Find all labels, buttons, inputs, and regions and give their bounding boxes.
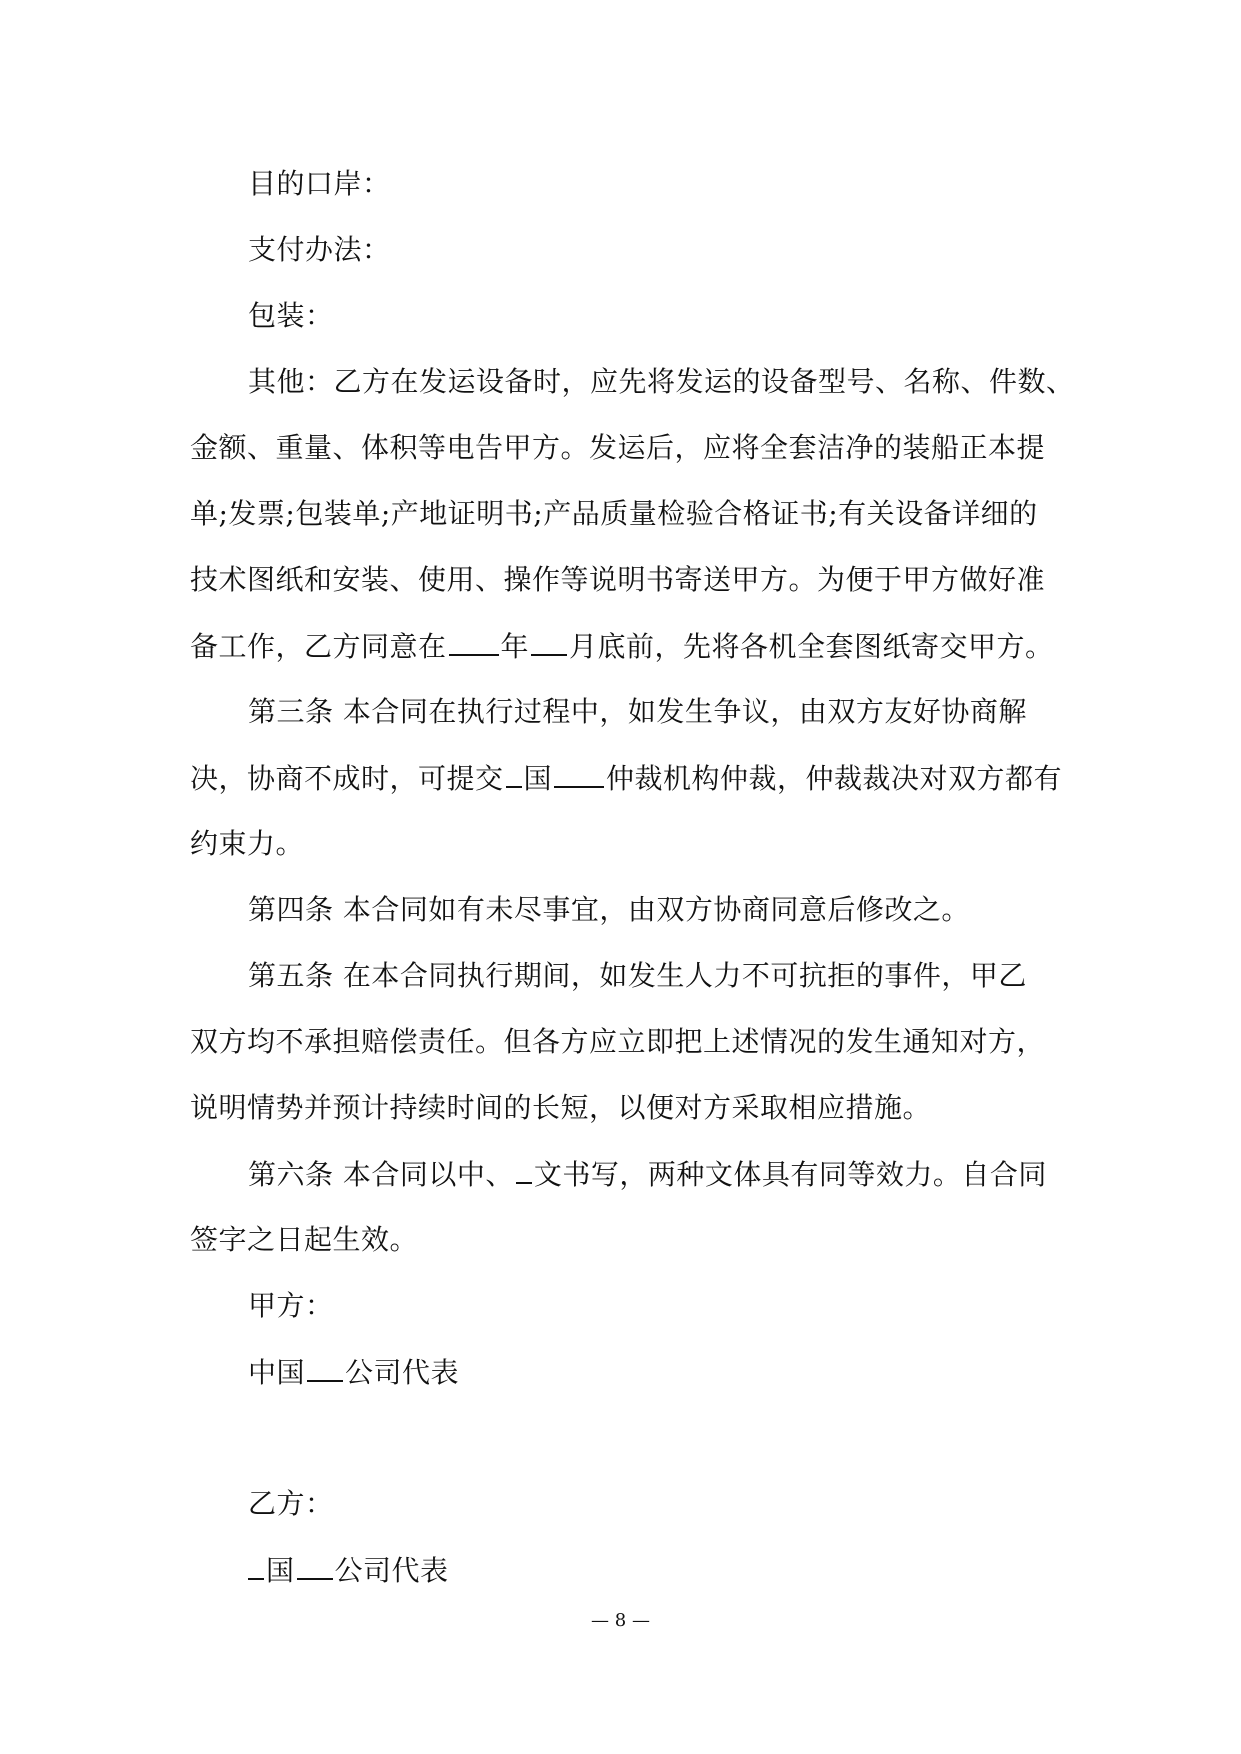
other-text-5b: 年 [500,630,530,663]
other-text-2: 金额、重量、体积等电告甲方。发运后，应将全套洁净的装船正本提 [190,431,1046,464]
article-6-line-1 [248,1156,1047,1193]
article-6-line-2 [190,1222,418,1258]
article-3-line-2 [190,760,1062,797]
article-5-line-1 [248,958,1027,994]
other-line-4 [190,562,1045,598]
other-line-2 [190,430,1045,466]
other-text-3: 单;发票;包装单;产地证明书;产品质量检验合格证书;有关设备详细的 [190,497,1038,530]
party-a-label: 甲方： [248,1289,334,1322]
article-3-line-3 [190,826,304,862]
article-5-line-3 [190,1090,931,1126]
payment-label: 支付办法： [248,233,391,266]
article-6-text-2: 签字之日起生效。 [190,1223,419,1256]
other-line-1 [248,364,1075,400]
article-3-text-2b: 国 [523,762,553,795]
country-blank-b [248,1552,264,1580]
company-blank-b [297,1552,333,1580]
company-blank-a [307,1354,343,1382]
other-line-5 [190,628,1054,665]
other-text-1: 其他：乙方在发运设备时，应先将发运的设备型号、名称、件数、 [248,365,1075,398]
article-6-text-1b: 文书写，两种文体具有同等效力。自合同 [533,1158,1047,1191]
party-b-label: 乙方： [248,1487,334,1520]
party-a-rep-text-a: 中国 [248,1356,306,1389]
port-line [248,166,391,202]
country-blank-2 [554,760,604,788]
other-text-5a: 备工作，乙方同意在 [190,630,447,663]
party-a-rep-text-b: 公司代表 [345,1356,460,1389]
other-text-5c: 月底前，先将各机全套图纸寄交甲方。 [569,630,1054,663]
party-a-line [248,1288,334,1324]
article-5-text-1: 第五条 在本合同执行期间，如发生人力不可抗拒的事件，甲乙 [248,959,1027,992]
article-3-text-2a: 决，协商不成时，可提交 [190,762,504,795]
party-a-rep-line [248,1354,459,1391]
packing-label: 包装： [248,299,334,332]
article-5-line-2 [190,1024,1045,1060]
article-3-text-3: 约束力。 [190,827,305,860]
packing-line [248,298,334,334]
party-b-line [248,1486,334,1522]
country-blank-1 [506,760,522,788]
port-label: 目的口岸： [248,167,391,200]
party-b-rep-line [248,1552,449,1589]
month-blank [531,628,567,656]
article-4-line [248,892,970,928]
other-text-4: 技术图纸和安装、使用、操作等说明书寄送甲方。为便于甲方做好准 [190,563,1046,596]
article-3-line-1 [248,694,1027,730]
year-blank [449,628,499,656]
article-5-text-3: 说明情势并预计持续时间的长短，以便对方采取相应措施。 [190,1091,932,1124]
article-3-text-2c: 仲裁机构仲裁，仲裁裁决对双方都有 [606,762,1063,795]
language-blank [516,1156,532,1184]
article-3-text-1: 第三条 本合同在执行过程中，如发生争议，由双方友好协商解 [248,695,1027,728]
party-b-rep-text-a: 国 [266,1554,295,1587]
article-6-text-1a: 第六条 本合同以中、 [248,1158,514,1191]
payment-line [248,232,391,268]
article-5-text-2: 双方均不承担赔偿责任。但各方应立即把上述情况的发生通知对方， [190,1025,1046,1058]
other-line-3 [190,496,1038,532]
article-4-text: 第四条 本合同如有未尽事宜，由双方协商同意后修改之。 [248,893,970,926]
page-number: — 8 — [591,1610,650,1631]
party-b-rep-text-b: 公司代表 [334,1554,449,1587]
